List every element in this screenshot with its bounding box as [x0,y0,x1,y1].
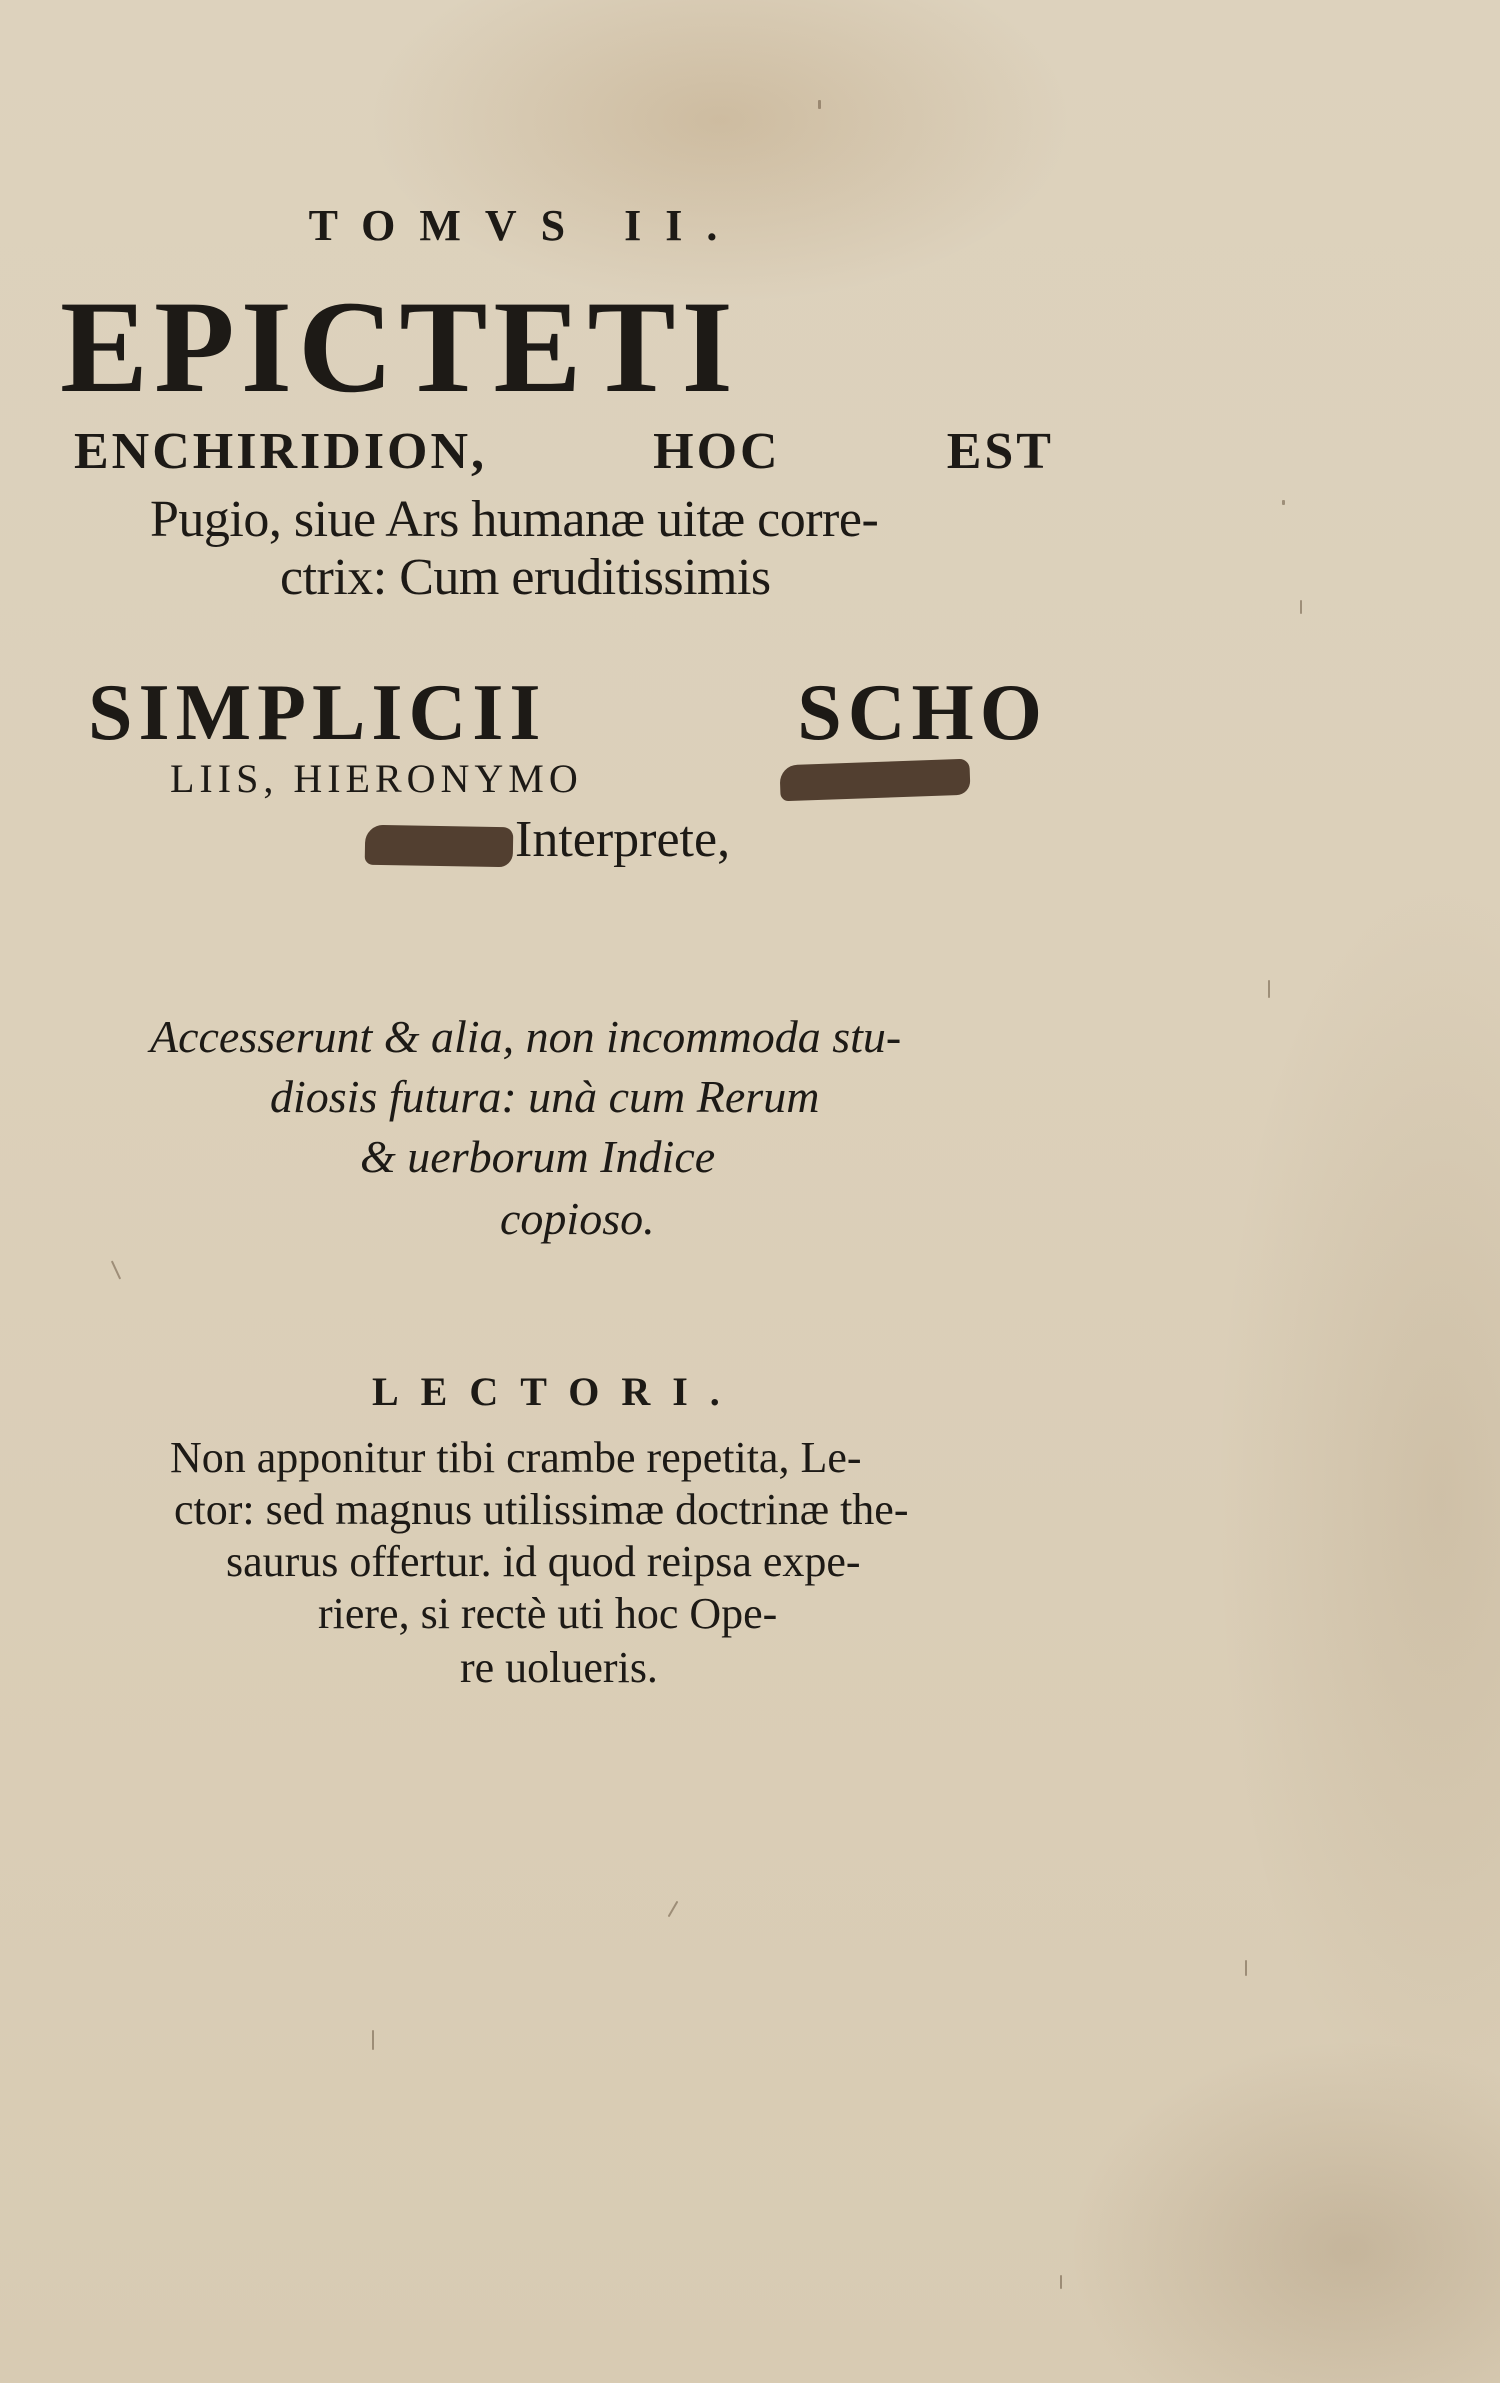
lectori-heading: LECTORI. [372,1369,742,1414]
author-title: EPICTETI [60,273,739,420]
subtitle-line-1: Pugio, siue Ars humanæ uitæ corre- [150,491,879,548]
paper-speck [1060,2275,1062,2289]
accesserunt-line-2: diosis futura: unà cum Rerum [270,1071,820,1122]
interpreter-label: Interprete, [515,811,731,868]
paper-speck [818,100,821,109]
paper-speck [372,2030,374,2050]
lectori-line-3: saurus offertur. id quod reipsa expe- [226,1537,861,1586]
accesserunt-line-3: & uerborum Indice [360,1131,716,1182]
ink-redaction [365,825,514,868]
ink-redaction [779,759,970,802]
lectori-line-1: Non apponitur tibi crambe repetita, Le- [170,1433,862,1482]
lectori-line-5: re uolueris. [460,1643,658,1692]
subtitle-line-2: ctrix: Cum eruditissimis [280,549,771,606]
accesserunt-line-1: Accesserunt & alia, non incommoda stu- [150,1011,902,1062]
commentator-line: LIIS, HIERONYMO [170,756,583,801]
volume-label: TOMVS II. [308,201,742,250]
paper-speck [1268,980,1270,998]
paper-speck [111,1261,121,1280]
paper-speck [1300,600,1302,614]
lectori-line-4: riere, si rectè uti hoc Ope- [318,1589,778,1638]
paper-speck [1245,1960,1247,1976]
commentator-name: SIMPLICII SCHO [88,669,1048,757]
paper-speck [1282,500,1285,505]
accesserunt-line-4: copioso. [500,1193,655,1244]
paper-speck [668,1901,679,1918]
work-title: ENCHIRIDION, HOC EST [74,423,1054,480]
lectori-line-2: ctor: sed magnus utilissimæ doctrinæ the- [174,1485,909,1534]
